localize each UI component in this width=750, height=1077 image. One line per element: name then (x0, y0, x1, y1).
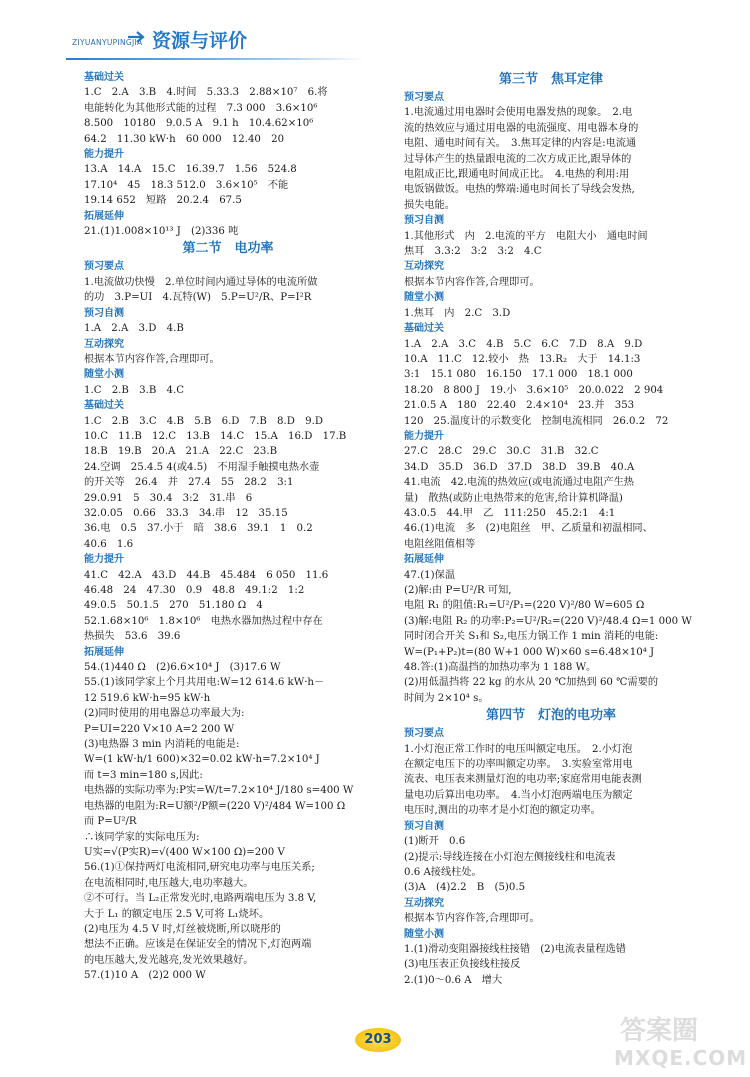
answer-line: 18.20 8 800 J 19.小 3.6×10⁵ 20.0.022 2 904 (404, 384, 664, 396)
section-heading: 随堂小测 (84, 369, 124, 381)
section-heading: 互动探究 (404, 897, 444, 909)
answer-line: 52.1.68×10⁶ 1.8×10⁶ 电热水器加热过程中存在 (84, 615, 323, 627)
answer-line: 焦耳 3.3:2 3:2 3:2 4.C (404, 246, 542, 258)
answer-line: 41.电流 42.电流的热效应(或电流通过电阻产生热 (404, 477, 634, 489)
section-heading: 基础过关 (84, 72, 124, 83)
section-heading: 随堂小测 (404, 292, 444, 304)
answer-line: 而 t=3 min=180 s,因此: (84, 769, 203, 781)
answer-line: ∴该同学家的实际电压为: (84, 831, 200, 843)
answer-line: P=UI=220 V×10 A=2 200 W (84, 723, 235, 735)
answer-line: W=(P₁+P₂)t=(80 W+1 000 W)×60 s=6.48×10⁴ J (404, 646, 655, 658)
answer-line: 根据本节内容作答,合理即可。 (84, 353, 220, 365)
chapter-title: 第四节 灯泡的电功率 (485, 708, 616, 724)
header-logo-subtitle: ZIYUANYUPINGJIA (72, 38, 143, 47)
answer-line: (2)电压为 4.5 V 时,灯丝被烧断,所以晓彤的 (84, 923, 281, 935)
answer-line: 根据本节内容作答,合理即可。 (404, 913, 540, 925)
answer-line: 电阻、通电时间有关。 3.焦耳定律的内容是:电流通 (404, 138, 637, 150)
section-heading: 预习自测 (404, 820, 444, 832)
answer-line: 电压时,测出的功率才是小灯泡的额定功率。 (404, 805, 601, 817)
answer-line: 流的热效应与通过用电器的电流强度、用电器本身的 (404, 122, 639, 134)
answer-line: (2)用低温挡将 22 kg 的水从 20 ℃加热到 60 ℃需要的 (404, 677, 659, 689)
answer-line: (2)同时使用的用电器总功率最大为: (84, 708, 245, 720)
section-heading: 预习要点 (404, 728, 444, 740)
answer-line: 57.(1)10 A (2)2 000 W (84, 970, 206, 982)
answer-line: 量) 散热(或防止电热带来的危害,给计算机降温) (404, 492, 623, 504)
answer-line: 46.(1)电流 多 (2)电阻丝 甲、乙质量和初温相同、 (404, 523, 653, 535)
section-heading: 预习自测 (84, 307, 124, 319)
chapter-title: 第三节 焦耳定律 (498, 72, 603, 87)
section-heading: 拓展延伸 (404, 554, 444, 566)
section-heading: 互动探究 (84, 338, 124, 350)
answer-line: 根据本节内容作答,合理即可。 (404, 276, 540, 288)
answer-line: (1)断开 0.6 (404, 836, 466, 848)
page-header (60, 10, 700, 62)
answer-line: ②不可行。当 L₂正常发光时,电路两端电压为 3.8 V, (84, 893, 317, 905)
answer-line: 电热器的电阻为:R=U额²/P额=(220 V)²/484 W=100 Ω (84, 800, 346, 812)
page-number: 203 (355, 1028, 401, 1052)
left-column (84, 70, 372, 984)
answer-line: 47.(1)保温 (404, 569, 456, 581)
right-column (404, 70, 698, 988)
answer-line: 在电流相同时,电压越大,电功率越大。 (84, 877, 254, 889)
answer-line: 36.电 0.5 37.小于 暗 38.6 39.1 1 0.2 (84, 523, 313, 535)
answer-line: (2)提示:导线连接在小灯泡左侧接线柱和电流表 (404, 851, 616, 863)
answer-line: 热损失 53.6 39.6 (84, 631, 181, 643)
answer-line: 27.C 28.C 29.C 30.C 31.B 32.C (404, 446, 599, 458)
answer-line: 而 P=U²/R (84, 816, 137, 828)
answer-line: 1.A 2.A 3.D 4.B (84, 323, 184, 335)
answer-line: 120 25.温度计的示数变化 控制电流相同 26.0.2 72 (404, 415, 669, 427)
answer-line: 41.C 42.A 43.D 44.B 45.484 6 050 11.6 (84, 569, 329, 581)
answer-line: 24.空调 25.4.5 4(或4.5) 不用湿手触摸电热水壶 (84, 461, 320, 473)
answer-line: U实=√(P实R)=√(400 W×100 Ω)=200 V (84, 846, 285, 858)
answer-line: 3:1 15.1 080 16.150 17.1 000 18.1 000 (404, 369, 633, 381)
answer-line: 1.焦耳 内 2.C 3.D (404, 307, 511, 319)
section-heading: 预习自测 (404, 215, 444, 227)
answer-line: 32.0.05 0.66 33.3 34.串 12 35.15 (84, 507, 288, 519)
answer-line: 34.D 35.D 36.D 37.D 38.D 39.B 40.A (404, 461, 635, 473)
answer-line: 64.2 11.30 kW·h 60 000 12.40 20 (84, 133, 285, 145)
answer-line: 想法不正确。应该是在保证安全的情况下,灯泡两端 (84, 939, 312, 951)
answer-line: 的电压越大,发光越亮,发光效果越好。 (84, 954, 254, 966)
answer-line: 1.电流通过用电器时会使用电器发热的现象。 2.电 (404, 107, 633, 119)
answer-line: 0.6 A接线柱处。 (404, 866, 482, 878)
answer-line: 电饭锅做饭。电热的弊端:通电时间长了导线会发热, (404, 184, 635, 196)
chapter-title: 第二节 电功率 (182, 241, 274, 257)
answer-line: 29.0.91 5 30.4 3:2 31.串 6 (84, 492, 253, 504)
section-heading: 能力提升 (84, 149, 124, 161)
answer-line: 1.C 2.A 3.B 4.时间 5.33.3 2.88×10⁷ 6.将 (84, 87, 328, 99)
answer-line: 流表、电压表来测量灯泡的电功率;家庭常用电能表测 (404, 774, 642, 786)
answer-line: 19.14 652 短路 20.2.4 67.5 (84, 195, 242, 207)
section-heading: 能力提升 (84, 554, 124, 566)
answer-line: 56.(1)①保持两灯电流相同,研究电功率与电压关系; (84, 862, 315, 874)
answer-line: 1.电流做功快慢 2.单位时间内通过导体的电流所做 (84, 276, 318, 288)
answer-line: 1.A 2.A 3.C 4.B 5.C 6.C 7.D 8.A 9.D (404, 338, 643, 350)
answer-line: (3)电热器 3 min 内消耗的电能是: (84, 739, 240, 751)
section-heading: 基础过关 (84, 400, 124, 412)
answer-line: 43.0.5 44.甲 乙 111:250 45.2:1 4:1 (404, 507, 616, 519)
answer-line: 电阻 R₁ 的阻值:R₁=U²/P₁=(220 V)²/80 W=605 Ω (404, 600, 645, 612)
header-divider (66, 58, 366, 60)
answer-line: 1.其他形式 内 2.电流的平方 电阻大小 通电时间 (404, 230, 648, 242)
section-heading: 随堂小测 (404, 928, 444, 940)
answer-line: (3)A (4)2.2 B (5)0.5 (404, 882, 526, 894)
answer-line: 1.(1)滑动变阻器接线柱接错 (2)电流表量程选错 (404, 943, 626, 955)
answer-line: 21.(1)1.008×10¹³ J (2)336 吨 (84, 226, 239, 238)
answer-line: (3)解:电阻 R₂ 的功率:P₂=U²/R₂=(220 V)²/48.4 Ω=1 000 W (404, 615, 692, 627)
answer-line: 17.10⁴ 45 18.3 512.0 3.6×10⁵ 不能 (84, 179, 289, 191)
answer-line: 电阻成正比,跟通电时间成正比。 4.电热的利用:用 (404, 169, 630, 181)
answer-line: (3)电压表正负接线柱接反 (404, 959, 521, 971)
answer-line: W=(1 kW·h/1 600)×32=0.02 kW·h=7.2×10⁴ J (84, 754, 320, 766)
answer-line: 损失电能。 (404, 199, 455, 211)
answer-line: 48.答:(1)高温挡的加热功率为 1 188 W。 (404, 662, 597, 674)
header-logo-title: 资源与评价 (152, 30, 248, 52)
answer-line: (2)解:由 P=U²/R 可知, (404, 585, 512, 596)
answer-line: 1.小灯泡正常工作时的电压叫额定电压。 2.小灯泡 (404, 743, 633, 755)
answer-line: 10.C 11.B 12.C 13.B 14.C 15.A 16.D 17.B (84, 430, 347, 442)
answer-line: 时间为 2×10⁴ s。 (404, 692, 489, 704)
answer-line: 12 519.6 kW·h=95 kW·h (84, 692, 211, 704)
answer-line: 的功 3.P=UI 4.瓦特(W) 5.P=U²/R、P=I²R (84, 292, 312, 304)
answer-line: 在额定电压下的功率叫额定功率。 3.实验室常用电 (404, 759, 633, 771)
answer-line: 同时闭合开关 S₁和 S₂,电压力锅工作 1 min 消耗的电能: (404, 631, 659, 643)
watermark-logo (610, 1010, 750, 1077)
answer-line: 46.48 24 47.30 0.9 48.8 49.1:2 1:2 (84, 585, 305, 596)
section-heading: 拓展延伸 (84, 646, 124, 658)
section-heading: 互动探究 (404, 261, 444, 273)
watermark-text: 答案圈 (620, 1016, 699, 1046)
section-heading: 基础过关 (404, 323, 444, 335)
answer-line: 过导体产生的热量跟电流的二次方成正比,跟导体的 (404, 153, 632, 165)
answer-line: 量电功后算出电功率。 4.当小灯泡两端电压为额定 (404, 789, 633, 801)
answer-line: 13.A 14.A 15.C 16.39.7 1.56 524.8 (84, 164, 297, 176)
answer-line: 1.C 2.B 3.B 4.C (84, 384, 185, 396)
answer-line: 电能转化为其他形式能的过程 7.3 000 3.6×10⁶ (84, 102, 318, 114)
section-heading: 预习要点 (84, 261, 124, 273)
answer-line: 8.500 10180 9.0.5 A 9.1 h 10.4.62×10⁶ (84, 118, 314, 130)
section-heading: 预习要点 (404, 92, 444, 103)
section-heading: 拓展延伸 (84, 210, 124, 222)
answer-line: 1.C 2.B 3.C 4.B 5.B 6.D 7.B 8.D 9.D (84, 415, 324, 427)
watermark-url: MXQE.COM (614, 1046, 748, 1070)
answer-line: 55.(1)该同学家上个月共用电:W=12 614.6 kW·h－ (84, 677, 325, 689)
answer-line: 电热器的实际功率为:P实=W/t=7.2×10⁴ J/180 s=400 W (84, 785, 354, 797)
answer-line: 10.A 11.C 12.较小 热 13.R₂ 大于 14.1:3 (404, 353, 641, 365)
answer-line: 21.0.5 A 180 22.40 2.4×10⁴ 23.并 353 (404, 400, 635, 412)
answer-line: 40.6 1.6 (84, 538, 134, 550)
answer-line: 49.0.5 50.1.5 270 51.180 Ω 4 (84, 600, 263, 612)
answer-line: 2.(1)0～0.6 A 增大 (404, 974, 503, 986)
answer-line: 电阻丝阻值相等 (404, 538, 476, 550)
answer-line: 54.(1)440 Ω (2)6.6×10⁴ J (3)17.6 W (84, 662, 281, 674)
answer-line: 的开关等 26.4 并 27.4 55 28.2 3:1 (84, 477, 294, 489)
answer-line: 大于 L₁ 的额定电压 2.5 V,可将 L₁烧坏。 (84, 908, 270, 920)
answer-line: 18.B 19.B 20.A 21.A 22.C 23.B (84, 446, 278, 458)
section-heading: 能力提升 (404, 430, 444, 442)
